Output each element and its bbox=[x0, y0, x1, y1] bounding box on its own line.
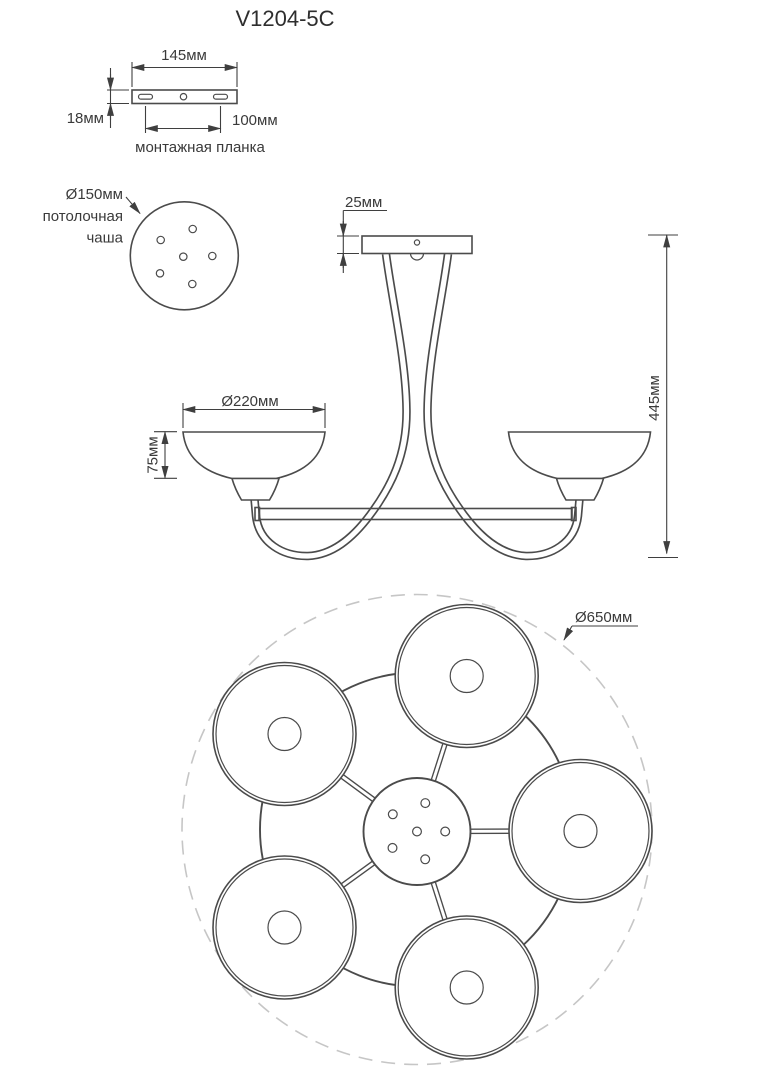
cross-bar bbox=[255, 508, 576, 521]
dim-total-height-label: 445мм bbox=[646, 375, 663, 421]
mounting-plate-caption: монтажная планка bbox=[135, 139, 265, 156]
dim-hole-spacing-label: 100мм bbox=[232, 112, 278, 129]
hanging-loop-icon bbox=[411, 254, 424, 261]
shade-left-socket bbox=[232, 479, 279, 501]
dim-overall-diameter bbox=[564, 609, 638, 640]
shade-bottom bbox=[395, 916, 538, 1059]
dim-plate-width bbox=[132, 47, 237, 87]
dim-plate-height-label: 25мм bbox=[345, 194, 383, 211]
dim-shade-height-label: 75мм bbox=[144, 436, 162, 474]
shade-top bbox=[395, 605, 538, 748]
shade-right-side bbox=[509, 432, 651, 500]
dim-shade-height bbox=[145, 432, 178, 479]
canopy-leader-line bbox=[126, 197, 140, 214]
canopy-holes-icon bbox=[156, 225, 216, 287]
shade-right-socket bbox=[557, 479, 604, 501]
canopy-view bbox=[43, 186, 239, 310]
canopy-diameter-label: Ø150мм bbox=[65, 186, 123, 203]
dim-shade-diameter-label: Ø220мм bbox=[221, 393, 279, 410]
shade-upper-left bbox=[213, 663, 356, 806]
canopy-caption-line2: чаша bbox=[86, 229, 123, 247]
mounting-plate-view bbox=[67, 47, 278, 156]
shade-lower-left bbox=[213, 856, 356, 999]
dim-overall-diameter-label: Ø650мм bbox=[575, 609, 633, 626]
dim-plate-thickness bbox=[67, 68, 129, 128]
bottom-view bbox=[182, 595, 652, 1065]
dim-plate-thickness-label: 18мм bbox=[66, 110, 104, 127]
dim-plate-width-label: 145мм bbox=[161, 47, 207, 64]
dim-shade-diameter bbox=[183, 393, 325, 428]
lamp-arm-right bbox=[427, 254, 579, 556]
page-title: V1204-5C bbox=[235, 6, 335, 31]
canopy-outline bbox=[130, 202, 238, 310]
dim-hole-spacing bbox=[146, 106, 278, 133]
shade-right-bowl bbox=[509, 432, 651, 479]
side-view bbox=[145, 194, 679, 558]
shade-left-bowl bbox=[183, 432, 325, 479]
dim-plate-height bbox=[337, 194, 387, 273]
dim-total-height bbox=[646, 235, 678, 558]
canopy-caption-line1: потолочная bbox=[42, 208, 123, 225]
hub-canopy bbox=[364, 778, 471, 885]
shade-left-side bbox=[183, 432, 325, 500]
shade-right bbox=[509, 760, 652, 903]
mounting-plate-outline bbox=[132, 90, 237, 104]
